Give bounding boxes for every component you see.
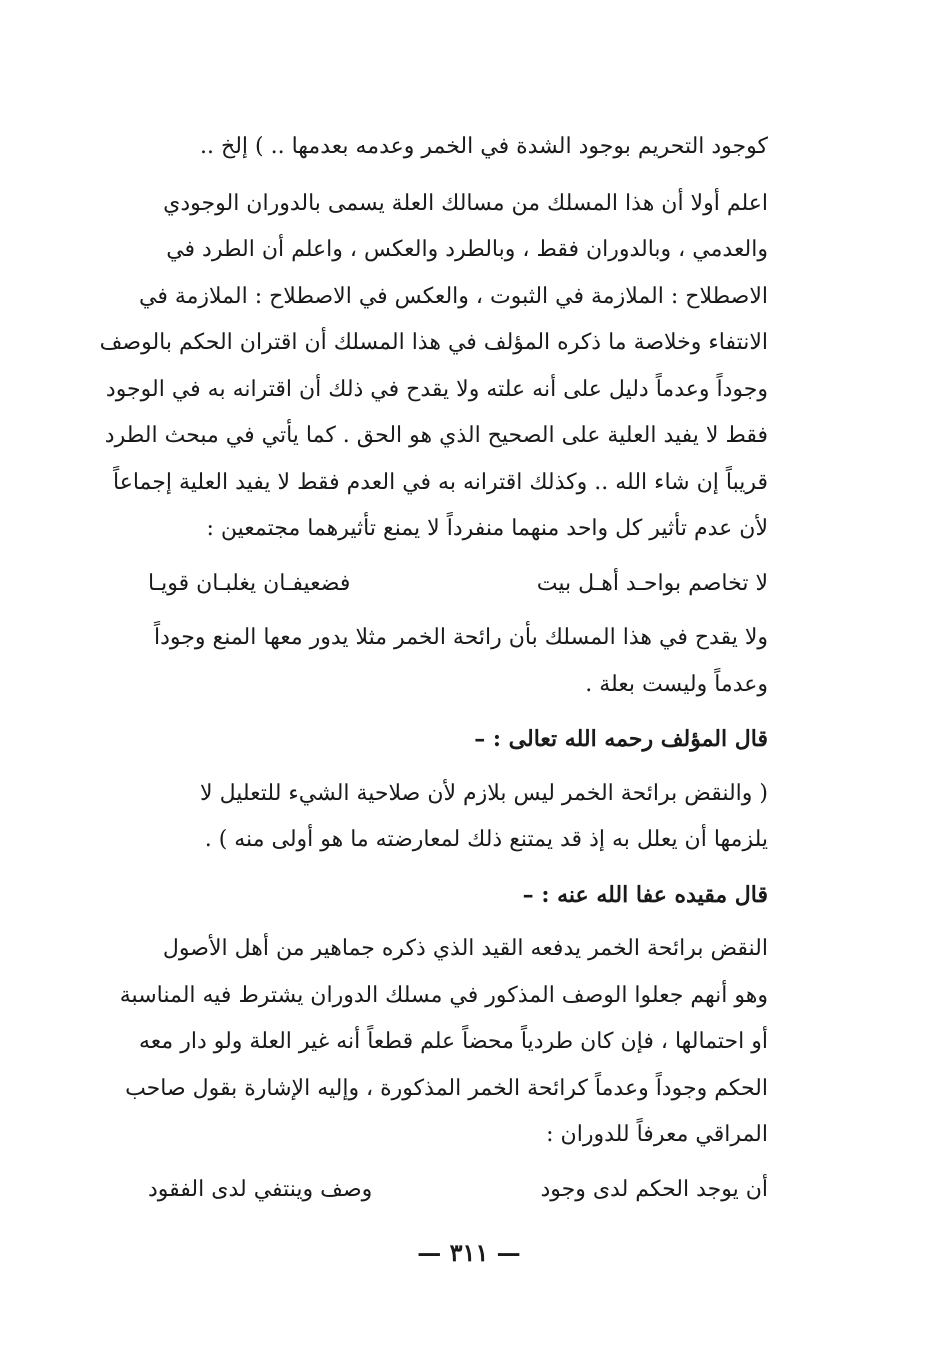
verse-second-hemistich: فضعيفـان يغلبـان قويـا <box>148 570 351 596</box>
paragraph-line: الانتفاء وخلاصة ما ذكره المؤلف في هذا المسلك أن اقتران الحكم بالوصف <box>99 330 768 355</box>
paragraph <box>99 181 768 553</box>
section-heading: قال مقيده عفا الله عنه : – <box>522 881 768 908</box>
paragraph-line: اعلم أولا أن هذا المسلك من مسالك العلة يسمى بالدوران الوجودي <box>163 190 768 216</box>
poem-verse <box>128 1167 768 1214</box>
paragraph-line: النقض برائحة الخمر يدفعه القيد الذي ذكره جماهير من أهل الأصول <box>162 936 768 961</box>
paragraph-line: وعدماً وليست بعلة . <box>585 671 768 697</box>
section-heading: قال المؤلف رحمه الله تعالى : – <box>474 726 768 752</box>
paragraph-line: ( والنقض برائحة الخمر ليس بلازم لأن صلاحية الشيء للتعليل لا <box>200 780 768 806</box>
paragraph <box>119 926 768 1159</box>
verse-first-hemistich: لا تخاصم بواحـد أهـل بيت <box>536 570 768 596</box>
paragraph-line: يلزمها أن يعلل به إذ قد يمتنع ذلك لمعارضته ما هو أولى منه ) . <box>204 827 768 852</box>
paragraph-line: ولا يقدح في هذا المسلك بأن رائحة الخمر مثلا يدور معها المنع وجوداً <box>154 625 768 650</box>
paragraph-line: المراقي معرفاً للدوران : <box>546 1122 768 1147</box>
paragraph-line: لأن عدم تأثير كل واحد منهما منفرداً لا يمنع تأثيرهما مجتمعين : <box>206 516 768 541</box>
paragraph-line: فقط لا يفيد العلية على الصحيح الذي هو الحق . كما يأتي في مبحث الطرد <box>104 423 768 448</box>
paragraph <box>128 615 768 708</box>
paragraph-line: قريباً إن شاء الله .. وكذلك اقترانه به في العدم فقط لا يفيد العلية إجماعاً <box>113 469 768 495</box>
poem-verse <box>128 561 768 608</box>
paragraph-line: الحكم وجوداً وعدماً كرائحة الخمر المذكورة ، وإليه الإشارة بقول صاحب <box>125 1075 768 1101</box>
paragraph-line: الاصطلاح : الملازمة في الثبوت ، والعكس في الاصطلاح : الملازمة في <box>139 283 768 309</box>
paragraph-line: والعدمي ، وبالدوران فقط ، وبالطرد والعكس ، واعلم أن الطرد في <box>166 237 768 262</box>
verse-second-hemistich: وصف وينتفي لدى الفقود <box>148 1176 373 1202</box>
paragraph <box>128 771 768 864</box>
paragraph-line: كوجود التحريم بوجود الشدة في الخمر وعدمه بعدمها .. ) إلخ .. <box>200 134 768 159</box>
verse-first-hemistich: أن يوجد الحكم لدى وجود <box>540 1176 768 1202</box>
page-text <box>99 124 768 1221</box>
paragraph-line: وجوداً وعدماً دليل على أنه علته ولا يقدح في ذلك أن اقترانه به في الوجود <box>105 376 768 402</box>
page-number: — ٣١١ — <box>417 1238 521 1267</box>
paragraph-line: وهو أنهم جعلوا الوصف المذكور في مسلك الدوران يشترط فيه المناسبة <box>119 982 768 1008</box>
paragraph-line: أو احتمالها ، فإن كان طردياً محضاً علم قطعاً أنه غير العلة ولو دار معه <box>139 1029 768 1054</box>
